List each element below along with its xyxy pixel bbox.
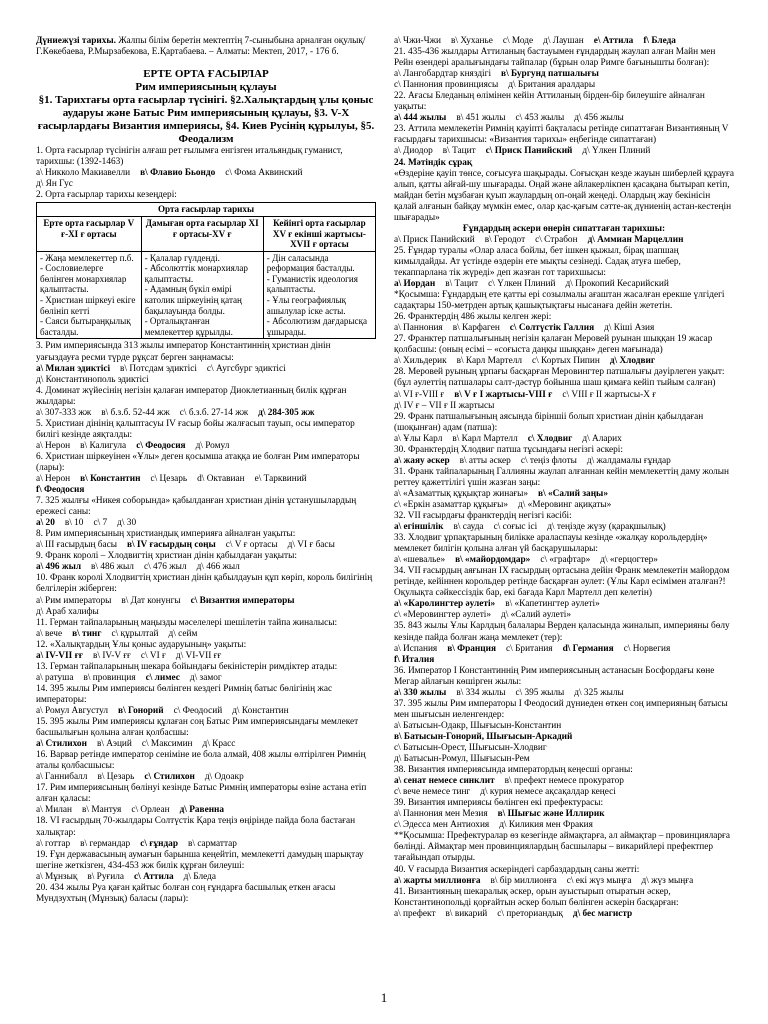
option-correct[interactable]: д\ Хлодвиг [609,356,656,367]
options-32 [394,522,734,533]
table-cell: - Жаңа мемлекеттер п.б. - Сословиелерге бөлінген монархиялар қалыптасты. - Христиан шіркеуі екіге бөлініп кетті - Саяси бытыраңқылық басталды. [37,251,142,339]
title-era: ЕРТЕ ОРТА ҒАСЫРЛАР [143,68,269,81]
option[interactable]: в\ Карл Мартелл [452,433,518,444]
option[interactable]: д\ «герцогтер» [600,555,658,566]
options-31b [394,500,734,511]
option[interactable]: а\ Никколо Макиавелли [36,168,131,179]
option-correct[interactable]: а\ жаяу әскер [394,455,450,466]
title-sections: §1. Тарихтағы орта ғасырлар түсінігі. §2.Халықтардың ұлы қоныс аударуы және Батыс Рим империясының құлауы, §3. V-X ғасырлардағы Византия империясы, §4. Киев Русінің құрылуы, §5. Феодализм [37,94,375,146]
option-correct[interactable]: в\ Батысын-Гонорий, Шығысын-Аркадий [394,731,573,742]
options-3 [36,364,376,375]
option-correct[interactable]: а\ 20 [36,518,55,529]
question-6: 6. Христиан шіркеуінен «Ұлы» деген қосымша атаққа ие болған Рим императоры (лары): [36,451,360,473]
option[interactable]: а\ Диодор [394,146,433,157]
option-correct[interactable]: в\ «Салий заңы» [538,488,608,499]
options-14 [36,706,376,717]
option[interactable]: д\ Константин [232,706,289,716]
options-20 [394,36,734,47]
question-17: 17. Рим империясының бөлінуі кезінде Батыс Римнің императоры өзіне астана етіп алған қаласы: [36,783,367,805]
question-32: 32. VII ғасырдағы франктердің негізгі кәсібі: [394,511,572,522]
option[interactable]: с\ Моде [502,36,534,46]
question-33: 33. Хлодвиг ұрпақтарының билікке араласпауы кезінде «жалқау корольдердің» мемлекет билігін қолына алған үй басқарушылары: [394,533,708,555]
option-correct[interactable]: с\ Стилихон [144,772,195,783]
option[interactable]: а\ Нерон [36,474,71,485]
option[interactable]: с\ 476 жыл [143,562,187,573]
option[interactable]: д\ Ян Гус [36,179,73,190]
option[interactable]: с\ VIII ғ II жартысы-X ғ [562,389,657,400]
option[interactable]: д\ Красс [202,739,236,750]
left-column [36,36,376,905]
option-correct[interactable]: с\ ғұндар [140,838,179,849]
question-2: 2. Орта ғасырлар тарихы кезеңдері: [36,190,177,201]
option[interactable]: а\ III ғасырдың басы [36,540,117,551]
question-29: 29. Франк патшалығының аясында біріншіі болып христиан дінін қабылдаған (шоқынған) адам (патша): [394,411,704,433]
option[interactable]: а\ Паннония [394,323,443,334]
option[interactable]: в\ Карл Мартелл [456,356,522,367]
option-correct[interactable]: а\ жарты миллионға [394,875,481,886]
option[interactable]: с\ соғыс ісі [493,522,538,533]
options-28 [394,390,734,401]
option-correct[interactable]: д\ Аммиан Марцеллин [587,234,684,245]
options-15 [36,739,376,750]
option[interactable]: с\ құрылтай [111,628,159,639]
options-24 [394,235,734,246]
option[interactable]: а\ Приск Панийский [394,234,475,245]
option[interactable]: с\ Үлкен Плиний [488,279,556,290]
option[interactable]: а\ «шевалье» [394,555,446,566]
option[interactable]: в\ 10 [64,518,84,529]
option[interactable]: д\ Прокопий Кесарийский [565,279,669,290]
option[interactable]: д\ замог [189,672,222,683]
table-caption: Орта ғасырлар тарихы [37,203,376,217]
table-cell: - Дін саласында реформация басталды. - Гуманистік идеология қалыптасты. - Ұлы географиялық ашылулар іске асты. - Абсолютизм дағдарысқа ұшырады. [263,251,375,339]
option[interactable]: а\ Нерон [36,440,71,451]
options-21b [394,80,734,91]
option[interactable]: с\ Паннония провинциясы [394,80,499,91]
question-23: 23. Аттила мемлекетін Римнің қауіпті бақталасы ретінде сипаттаған Византияның V ғасырдағы тарихшысы: «Византия тарихы» еңбегінде сипаттаған) [394,124,729,146]
option-correct[interactable]: f\ Феодосия [36,485,85,496]
option-correct[interactable]: с\ Византия императоры [190,595,295,606]
options-33 [394,555,734,566]
option[interactable]: а\ Батысын-Одакр, Шығысын-Константин [394,720,562,731]
periods-table [36,202,376,339]
option[interactable]: с\ 453 жылы [515,113,565,124]
question-31: 31. Франк тайпаларының Галлияны жаулап алғаннан кейін мемлекеттің даму жолын реттеу қажеттілігі үшін жазған заңы: [394,466,730,488]
question-1: 1. Орта ғасырлар түсінігін алғаш рет ғылымға енгізген итальяндық гуманист, тарихшы: (1392-1463) [36,146,343,168]
options-21 [394,69,734,80]
question-24: 24. Мәтіндік сұрақ [394,157,473,168]
options-10 [36,596,376,607]
option[interactable]: д\ IV ғ – VII ғ II жартысы [394,400,495,411]
option[interactable]: с\ вече немесе тинг [394,787,471,798]
option-correct[interactable]: а\ сенат немесе синклит [394,776,495,787]
note-25: *Қосымша: Ғұндардың ете қатты ері созылмалы ағаштан жасалған ерекше үлгідегі садақтары 150-метрден артық қашықтықтағы нысанаға дейін жететін. [394,290,725,312]
option[interactable]: а\ Ганнибалл [36,772,88,783]
option[interactable]: в\ префект немесе прокуратор [504,776,624,787]
question-5: 5. Христиан дінінің қалыптасуы IV ғасыр бойы жалғасып тауып, осы император билігі кезінде аяқталды: [36,418,355,440]
option[interactable]: с\ Фома Аквинский [225,168,303,179]
question-14: 14. 395 жылы Рим империясы бөлінген кездегі Римнің батыс бөлігінің жас императоры: [36,683,333,705]
option[interactable]: в\ Хуханье [451,36,493,46]
option-correct[interactable]: а\ «Каролингтер әулеті» [394,599,496,610]
option-correct[interactable]: в\ Франция [447,643,497,654]
option[interactable]: с\ теңіз флоты [520,455,577,466]
option-correct[interactable]: а\ 330 жылы [394,687,447,698]
option[interactable]: в\ провинция [83,672,136,683]
option[interactable]: с\ 395 жылы [515,687,565,698]
option[interactable]: с\ Орлеан [131,805,170,816]
option-correct[interactable]: в\ Шығыс және Иллирик [497,809,605,820]
question-8: 8. Рим империясының христиандық империяға айналған уақыты: [36,529,296,540]
option[interactable]: с\ Аугсбург эдиктісі [206,363,286,374]
option-correct[interactable]: в\ тинг [72,628,102,639]
option[interactable]: с\ Цезарь [150,474,188,485]
question-18: 18. VI ғасырдың 70-жылдары Солтүстік Қара теңіз өңірінде пайда бола бастаған халықтар: [36,816,356,838]
option[interactable]: д\ жалдамалы ғұндар [586,455,671,466]
options-26 [394,323,734,334]
option[interactable]: в\ 486 жыл [91,562,134,573]
option[interactable]: в\ Калигула [80,440,127,451]
option-correct[interactable]: в\ Гонорий [118,706,164,716]
options-38b [394,787,734,798]
options-17 [36,805,376,816]
question-25: 25. Ғұндар туралы «Олар аласа бойлы, бет ішкен қыжыл, бірақ шапшаң кимылдайды. Ат үстінде өздерін ете мықты сезінеді. Садақ атуға шебер, текаппарлана тік жүреді» деп жазған гот тарихшысы: [394,245,681,278]
option-correct[interactable]: d\ Германия [562,643,614,654]
option-correct[interactable]: а\ IV-VII ғғ [36,650,84,661]
option[interactable]: с\ Феодосий [173,706,223,716]
option[interactable]: а\ Милан [36,805,73,816]
option[interactable]: с\ преториандық [497,908,563,919]
option[interactable]: а\ Ұлы Карл [394,433,443,444]
table-header: Ерте орта ғасырлар V ғ-XI ғ ортасы [37,216,142,251]
option[interactable]: в\ атты әскер [459,455,511,466]
options-6 [36,474,376,485]
right-column [394,36,734,920]
option[interactable]: а\ префект [394,908,436,919]
option-correct[interactable]: с\ Приск Панийский [485,146,573,157]
option[interactable]: д\ Аларих [582,433,622,444]
option-correct[interactable]: в\ Константин [80,474,141,485]
option[interactable]: д\ Кіші Азия [604,323,655,334]
option[interactable]: а\ «Азаматтық құқықтар жинағы» [394,488,529,499]
options-35 [394,644,734,655]
option[interactable]: в\ 451 жылы [456,113,506,124]
question-9: 9. Франк королі – Хлодвигтің христиан дінін қабылдаған уақыты: [36,551,297,562]
options-12 [36,651,376,662]
question-10: 10. Франк королі Хлодвигтің христиан дінін қабылдауын құп көріп, король билігінің белгілерін жіберген: [36,573,373,595]
question-15: 15. 395 жылы Рим империясы құлаған соң Батыс Рим империясындағы мемлекет басшылығын қолына алған қолбасшы: [36,717,359,739]
options-38 [394,776,734,787]
note-39: **Қосымша: Префектуралар өз кезегінде аймақтарға, ал аймақтар – провинцияларға бөлінді. Аймақтар мен провинциялардың басшылары – викарийлері префектпер тағайындап отырды. [394,831,730,864]
options-9 [36,562,376,573]
question-12: 12. «Халықтардың Ұлы қоныс аударуының» уақыты: [36,639,247,650]
option[interactable]: а\ Ромул Августул [36,706,109,716]
option[interactable]: д\ жүз мыңға [641,875,694,886]
options-22 [394,113,734,124]
question-37: 37. 395 жылы Рим императоры I Феодосий дүниеден өткен соң империяның батысы мен шығысын иеленгендер: [394,698,728,720]
option[interactable]: в\ бір миллионға [490,875,557,886]
options-23 [394,146,734,157]
option[interactable]: в\ сарматтар [188,838,237,849]
option[interactable]: а\ готтар [36,838,71,849]
question-24-text: «Өздеріне қауіп төнсе, соғысуға шақырады. Соғысқан кезде жауын шиберлей құрауға алып, қатты айғай-шу шығарады. Оңай және айлакерлікпен қасақана бытырап кетіп, майдан бетін мұзбаған қуып жаулардың оп-оңай жеңеді. Олардың жау бекінісін қалай алғанын байқау мүмкін емес, олар қас-қағым сәтте-ақ дүниенің астан-кестеңін шығарады» [394,168,734,223]
option[interactable]: а\ 307-333 жж [36,407,92,418]
question-11: 11. Герман тайпаларының маңызды мәселелері шешілетін тайпа жиналысы: [36,617,338,628]
option[interactable]: в\ Дат конунгы [121,595,181,606]
question-27: 27. Франктер патшалығының негізін қалаған Меровей руынан шыққан 19 жасар қолбасшы: (оның есімі – «соғыста даңқы шыққан» деген мағынада) [394,334,713,356]
option-correct[interactable]: д\ Равенна [179,805,225,816]
table-cell: - Қалалар гүлденді. - Абсолюттік монархиялар қалыптасты. - Адамның бүкіл өмірі католик шіркеуінің қатаң бақылауында болды. - Орталықтанған мемлекеттер құрылды. [141,251,263,339]
question-39: 39. Византия империясы бөлінген екі префектурасы: [394,798,604,809]
option[interactable]: д\ «Салий әулеті» [501,610,572,621]
option[interactable]: д\ VI ғ басы [287,540,335,551]
option[interactable]: а\ Паннония мен Мезия [394,809,488,820]
table-header: Дамыған орта ғасырлар XI ғ ортасы-XV ғ [141,216,263,251]
option[interactable]: с\ Британия [506,643,553,654]
question-7: 7. 325 жылғы «Никея соборында» қабылданған христиан дінін ұстанушылардың ережесі саны: [36,496,357,518]
option[interactable]: д\ 30 [117,518,137,529]
options-29 [394,434,734,445]
option-correct[interactable]: в\ IV ғасырдың соңы [127,540,216,551]
options-39 [394,809,734,820]
option[interactable]: д\ 325 жылы [574,687,624,698]
option[interactable]: д\ Батысын-Ромул, Шығысын-Рем [394,754,530,765]
option[interactable]: в\ Тацит [445,279,479,290]
option-correct[interactable]: а\ 444 жылы [394,113,447,124]
option[interactable]: е\ Тарквиний [254,474,307,485]
option-correct[interactable]: с\ Хлодвиг [527,433,573,444]
option[interactable]: в\ Руғила [87,871,125,882]
options-19 [36,872,376,883]
option[interactable]: с\ V ғ ортасы [225,540,278,551]
option[interactable]: с\ б.з.б. 27-14 жж [179,407,249,418]
option-correct[interactable]: а\ егіншілік [394,522,444,533]
option[interactable]: с\ екі жүз мыңға [566,875,632,886]
options-13 [36,673,376,684]
option[interactable]: в\ б.з.б. 52-44 жж [101,407,170,418]
option[interactable]: а\ Мұнзық [36,871,78,882]
options-16 [36,772,376,783]
option[interactable]: в\ викарий [445,908,488,919]
question-36: 36. Император I Константиннің Рим империясының астанасын Босфордағы көне Мегар айлағын көшірген жылы: [394,665,715,687]
option[interactable]: с\ «Еркін азаматтар құқығы» [394,499,509,510]
option[interactable]: д\ Константинополь эдиктісі [36,374,149,385]
option-correct[interactable]: а\ Милан эдиктісі [36,363,111,374]
option[interactable]: а\ Рим императоры [36,595,112,606]
option[interactable]: д\ Араб халифы [36,606,99,617]
option-correct[interactable]: в\ Бургунд патшалығы [501,69,599,80]
option[interactable]: а\ вече [36,628,63,639]
option-correct[interactable]: f\ Бледа [643,36,676,46]
question-16: 16. Варвар ретінде император сеніміне ие бола алмай, 408 жылы өлтірілген Римнің аталы қолбасшысы: [36,750,366,772]
question-30: 30. Франктердің Хлодвиг патша тұсындағы негізгі әскері: [394,444,623,455]
question-28: 28. Меровей руының ұрпағы басқарған Меровингтер патшалығы дәуірлеген уақыт: (бұл әулеттің патшалары салт-дәстүр бойынша шаш қимаға кейіп тыйым салған) [394,367,725,389]
option[interactable]: д\ VI-VII ғғ [175,650,222,661]
option[interactable]: в\ Аэций [96,739,132,750]
question-38: 38. Византия империясында императордың кеңесші органы: [394,765,633,776]
option[interactable]: в\ Потсдам эдиктісі [120,363,197,374]
option[interactable]: в\ германдар [80,838,131,849]
option[interactable]: д\ Ромул [195,440,230,451]
option[interactable]: с\ Норвегия [623,643,671,654]
option[interactable]: д\ Одоакр [204,772,244,783]
option[interactable]: д\ теңізде жүзу (қарақшылық) [547,522,666,533]
options-8 [36,540,376,551]
option[interactable]: в\ Геродот [484,234,526,245]
option-correct[interactable]: а\ Стилихон [36,739,87,750]
option[interactable]: с\ Страбон [535,234,578,245]
options-11 [36,629,376,640]
option[interactable]: д\ 466 жыл [196,562,240,573]
option[interactable]: а\ ратуша [36,672,74,683]
question-40: 40. V ғасырда Византия әскеріндегі сарбаздардың саны жетті: [394,864,640,875]
option-correct[interactable]: е\ Аттила [593,36,634,46]
options-1 [36,168,376,179]
option[interactable]: д\ Үлкен Плиний [582,146,651,157]
option[interactable]: с\ «Меровингтер әулеті» [394,610,491,621]
question-22: 22. Ағасы Бледаның өлімінен кейін Аттиланың бірден-бір билеушіге айналған уақыты: [394,91,705,113]
option[interactable]: с\ Кортых Пипин [532,356,600,367]
option[interactable]: а\ Хильдерик [394,356,447,367]
options-4 [36,408,376,419]
question-3: 3. Рим империясында 313 жылы император Константиннің христиан дінін уағыздауға ресми түрде рұқсат берген заңнамасы: [36,341,331,363]
options-25 [394,279,734,290]
option-correct[interactable]: а\ Иордан [394,279,436,290]
option[interactable]: в\ IV-V ғғ [93,650,131,661]
options-18 [36,839,376,850]
source-citation: Дүниежүзі тарихы. Жалпы білім беретін мектептің 7-сыныбына арналған оқулық/Г.Көкебаева, Р.Мырзабекова, Е.Қартабаева. – Алматы: Мектеп, 2017, - 176 б. [36,36,366,58]
options-27 [394,356,734,367]
option[interactable]: в\ сауда [453,522,484,533]
option[interactable]: с\ Эдесса мен Антиохия [394,820,490,831]
option[interactable]: с\ VI ғ [140,650,166,661]
option[interactable]: с\ «графтар» [540,555,591,566]
option[interactable]: в\ Мантуя [82,805,122,816]
option-correct[interactable]: с\ Феодосия [136,440,186,451]
option[interactable]: д\ сейм [168,628,198,639]
option-correct[interactable]: с\ лимес [145,672,180,683]
table-header: Кейінгі орта ғасырлар XV ғ екінші жартысы-XVII ғ ортасы [263,216,375,251]
option[interactable]: в\ 334 жылы [456,687,506,698]
option[interactable]: д\ Киликия мен Фракия [499,820,593,831]
page-number: 1 [380,990,388,1005]
option[interactable]: д\ Бледа [183,871,217,882]
question-20: 20. 434 жылы Руа қаған қайтыс болған соң ғұндарға басшылық еткен ағасы Мундзухтың (Мұнзық) баласы (лары): [36,882,336,904]
option[interactable]: а\ Лангобардтар княздігі [394,69,492,80]
option[interactable]: с\ 7 [93,518,108,529]
option-correct[interactable]: в\ «майордомдар» [455,555,531,566]
question-19: 19. Ғұн державасының аумағын барынша кеңейтіп, мемлекетті дамудың шарықтау шегіне жеткізген, 434-453 жж билік құрған билеуші: [36,849,364,871]
option[interactable]: в\ Цезарь [97,772,135,783]
option[interactable]: д\ 456 жылы [574,113,624,124]
option[interactable]: с\ Максимин [141,739,193,750]
options-34b [394,610,734,621]
option[interactable]: д\ Лаушан [543,36,584,46]
options-7 [36,518,376,529]
options-40 [394,876,734,887]
option[interactable]: а\ Испания [394,643,438,654]
option-correct[interactable]: f\ Италия [394,654,435,665]
option-correct[interactable]: д\ 284-305 жж [258,407,315,418]
question-21: 21. 435-436 жылдары Аттиланың бастауымен ғұндардың жаулап алған Майн мен Рейн өзендері аралығындағы тайпалар (бұрын олар Римге бағынышты болған): [394,47,716,69]
option-correct[interactable]: с\ Аттила [134,871,174,882]
question-4: 4. Доминат жүйесінің негізін қалаған император Диоклетианның билік құрған жылдары: [36,385,347,407]
question-13: 13. Герман тайпаларының шекара бойындағы бекіністерін римдіктер атады: [36,661,338,672]
option-correct[interactable]: в\ V ғ I жартысы-VIII ғ [454,389,553,400]
option[interactable]: с\ Батысын-Орест, Шығысын-Хлодвиг [394,743,547,753]
options-31 [394,489,734,500]
question-41: 41. Византияның шекаралық әскер, орын ауыстырып отыратын әскер, Константинопольді қорғайтын әскер болып бөлінген әскерін басқарған: [394,886,679,908]
options-34 [394,599,734,610]
question-26: 26. Франктердің 486 жылы келген жері: [394,312,552,323]
option-correct[interactable]: в\ Флавио Бьондо [140,168,216,179]
option-correct[interactable]: д\ бес магистр [572,908,633,919]
option[interactable]: д\ «Меровинг ақиқаты» [518,499,612,510]
option[interactable]: в\ Карфаген [452,323,500,334]
question-35: 35. 843 жылы Ұлы Карлдың балалары Верден қаласында жиналып, империяны бөлу кезінде пайда болған жаңа мемлекет (тер): [394,621,730,643]
option[interactable]: д\ Британия аралдары [508,80,596,91]
question-34: 34. VII ғасырдың аяғынан IX ғасырдың ортасына дейін Франк мемлекетін майордом ретінде, кейіннен корольдер ретінде басқарған әулет: (Ұлы Карл есімімен аталған?! Оқулықта сәйкессіздік бар, екі бағада Карл Мартелл деп келетін) [394,566,730,599]
option[interactable]: в\ Тацит [442,146,476,157]
option[interactable]: д\ курия немесе ақсақалдар кеңесі [480,787,616,798]
options-41 [394,909,734,920]
option[interactable]: а\ Чжи-Чжи [394,36,442,46]
options-30 [394,456,734,467]
options-5 [36,441,376,452]
title-subtitle: Рим империясының құлауы [135,81,277,94]
options-36 [394,688,734,699]
option-correct[interactable]: а\ 496 жыл [36,562,82,573]
options-39b [394,820,734,831]
chapter-title [36,68,376,146]
option[interactable]: в\ «Капетингтер әулеті» [505,599,600,610]
option[interactable]: а\ VI ғ-VIII ғ [394,389,445,400]
option[interactable]: d\ Октавиан [197,474,245,485]
option-correct[interactable]: с\ Солтүстік Галлия [509,323,595,334]
question-24-prompt: Ғұндардың әскери өнерін сипаттаған тарихшы: [462,223,666,234]
